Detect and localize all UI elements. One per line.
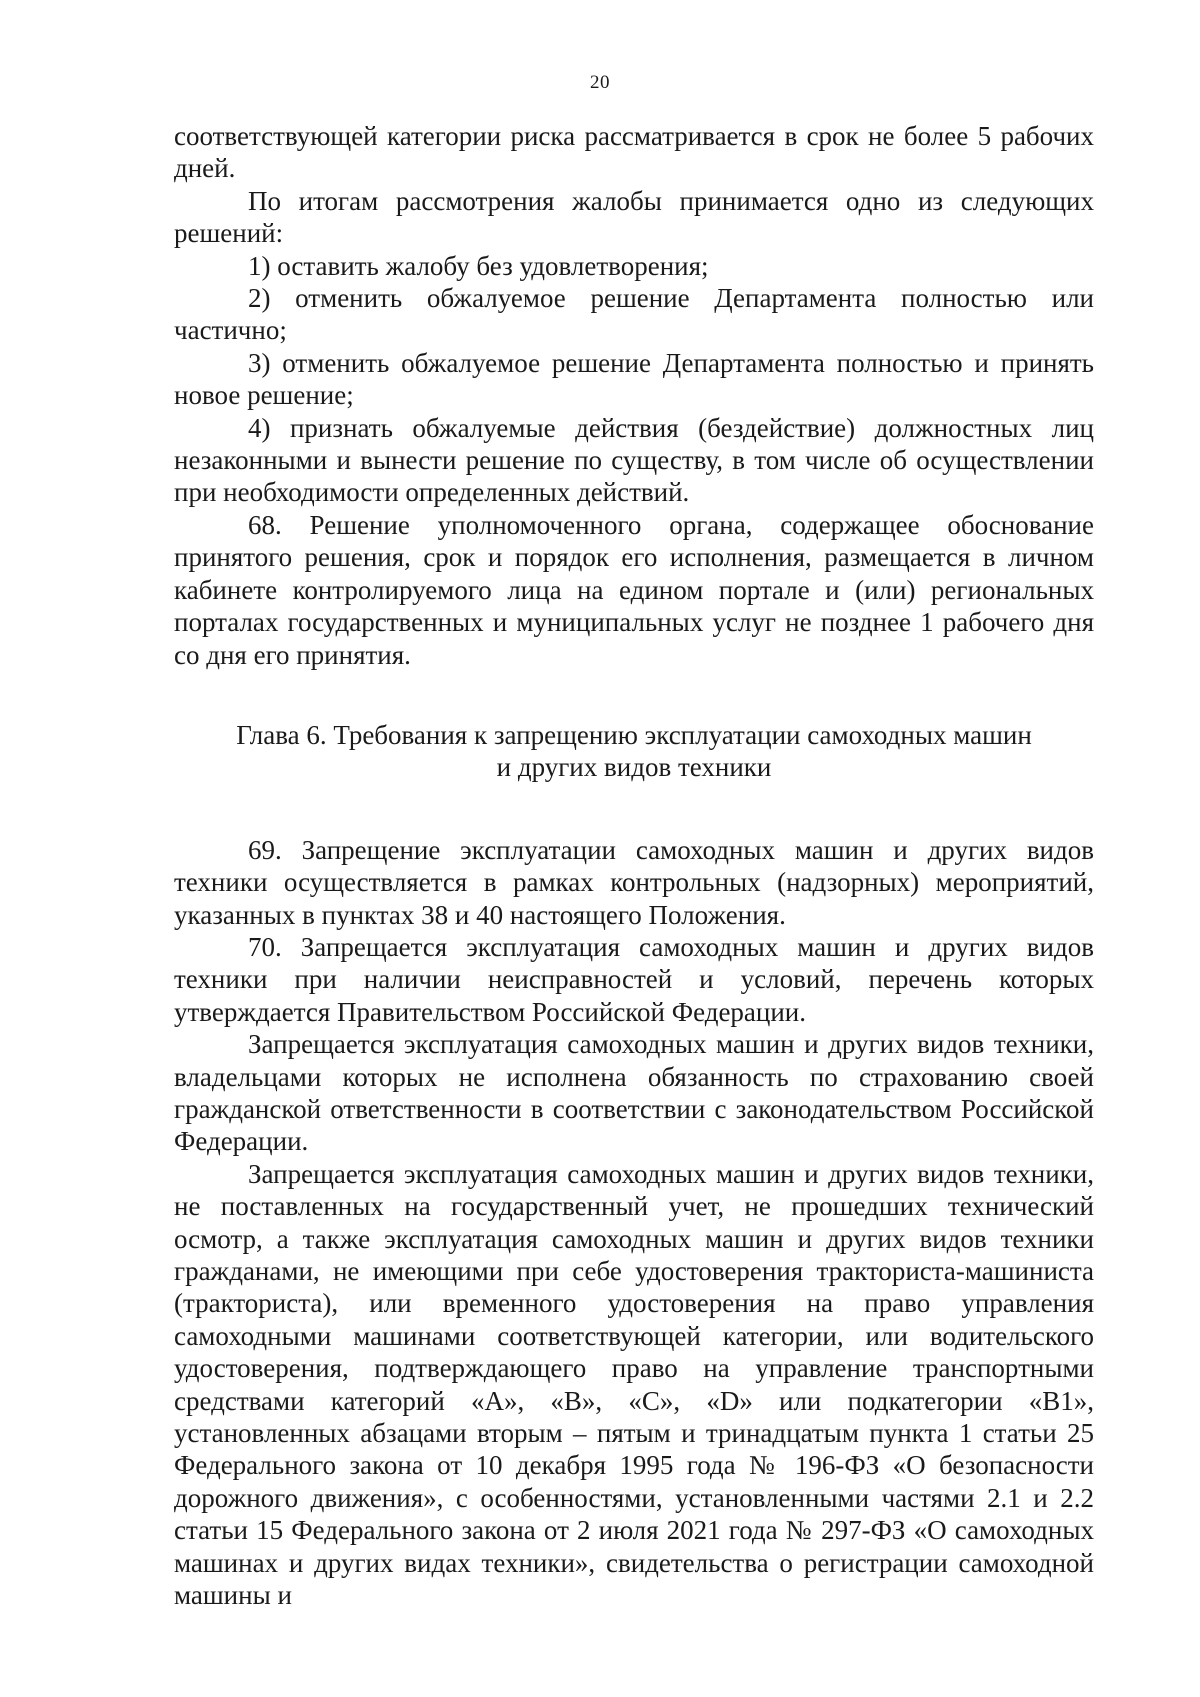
chapter-heading-line-1: Глава 6. Требования к запрещению эксплуатации самоходных машин [236,719,1032,750]
chapter-heading-line-2: и других видов техники [496,752,772,783]
list-item-decision-2: 2) отменить обжалуемое решение Департамента полностью или частично; [174,283,1094,346]
chapter-heading [174,719,1094,784]
page-number: 20 [590,72,610,93]
paragraph-risk-category: соответствующей категории риска рассматривается в срок не более 5 рабочих дней. [174,121,1094,184]
paragraph-complaint-decisions-intro: По итогам рассмотрения жалобы принимается одно из следующих решений: [174,185,1094,249]
paragraph-clause-70: 70. Запрещается эксплуатация самоходных машин и других видов техники при наличии неисправностей и условий, перечень которых утверждается Правительством Российской Федерации. [174,931,1094,1027]
paragraph-registration-prohibition: Запрещается эксплуатация самоходных машин и других видов техники, не поставленных на государственный учет, не прошедших технический осмотр, а также эксплуатация самоходных машин и других видов техники гражданами, не имеющими при себе удостоверения тракториста-машиниста (тракториста), или временного удостоверения на право управления самоходными машинами соответствующей категории, или водительского удостоверения, подтверждающего право на управление транспортными средствами категорий «A», «B», «C», «D» или подкатегории «B1», установленных абзацами вторым – пятым и тринадцатым пункта 1 статьи 25 Федерального закона от 10 декабря 1995 года № 196-ФЗ «О безопасности дорожного движения», с особенностями, установленными частями 2.1 и 2.2 статьи 15 Федерального закона от 2 июля 2021 года № 297-ФЗ «О самоходных машинах и других видах техники», свидетельства о регистрации самоходной машины и [174,1158,1094,1611]
list-item-decision-4: 4) признать обжалуемые действия (бездействие) должностных лиц незаконными и вынести решение по существу, в том числе об осуществлении при необходимости определенных действий. [174,412,1094,508]
document-body [174,120,1094,1611]
paragraph-clause-68: 68. Решение уполномоченного органа, содержащее обоснование принятого решения, срок и порядок его исполнения, размещается в личном кабинете контролируемого лица на едином портале и (или) региональных порталах государственных и муниципальных услуг не позднее 1 рабочего дня со дня его принятия. [174,509,1094,670]
paragraph-clause-69: 69. Запрещение эксплуатации самоходных машин и других видов техники осуществляется в рамках контрольных (надзорных) мероприятий, указанных в пунктах 38 и 40 настоящего Положения. [174,834,1094,930]
list-item-decision-3: 3) отменить обжалуемое решение Департамента полностью и принять новое решение; [174,347,1094,411]
list-item-decision-1: 1) оставить жалобу без удовлетворения; [248,250,709,281]
paragraph-insurance-prohibition: Запрещается эксплуатация самоходных машин и других видов техники, владельцами которых не исполнена обязанность по страхованию своей гражданской ответственности в соответствии с законодательством Российской Федерации. [174,1029,1094,1157]
